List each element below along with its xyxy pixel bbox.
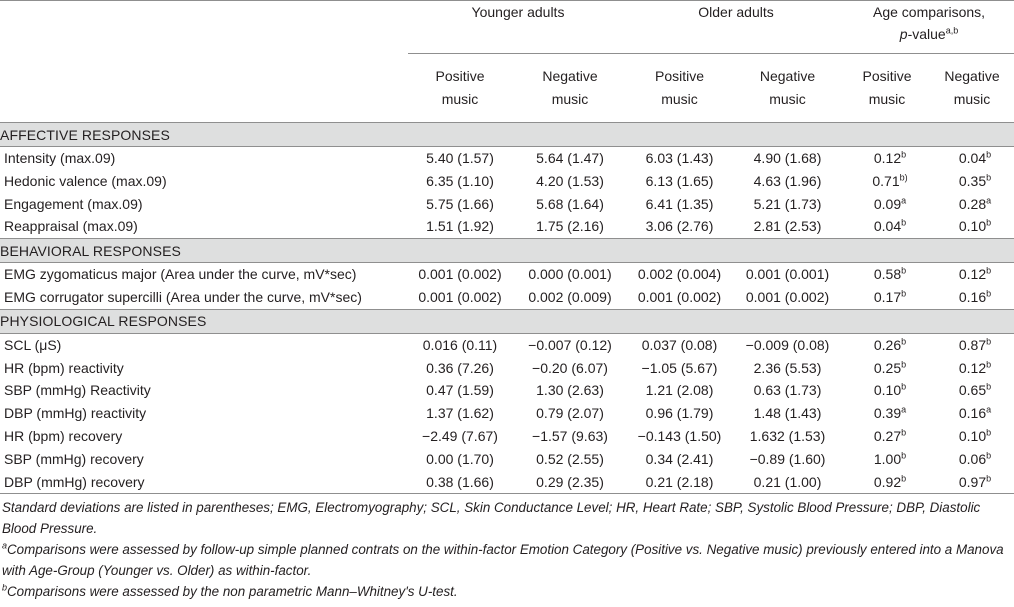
p-value-cell: 0.97$^b$ <box>930 471 1014 494</box>
header-col-younger-positive: Positive music <box>408 54 512 123</box>
p-value-cell: 0.12$^b$ <box>873 149 907 166</box>
p-value-cell: 0.04$^b$ <box>958 149 992 166</box>
value-cell: 5.68 (1.64) <box>536 195 604 212</box>
header-group-younger: Younger adults <box>471 4 565 20</box>
p-value-cell: 0.10$^b$ <box>873 381 907 399</box>
value-cell: 0.21 (2.18) <box>628 471 731 494</box>
row-label: SBP (mmHg) recovery <box>4 450 144 467</box>
value-cell: 0.00 (1.70) <box>426 450 494 467</box>
value-cell: 6.35 (1.10) <box>426 172 494 189</box>
p-value-cell: 0.39$^a$ <box>873 404 907 422</box>
value-cell: −1.05 (5.67) <box>641 359 718 376</box>
table-row <box>0 286 1014 309</box>
value-cell: 6.13 (1.65) <box>645 172 714 189</box>
section-header <box>0 239 1014 263</box>
value-cell: 0.79 (2.07) <box>536 405 604 422</box>
section-title: BEHAVIORAL RESPONSES <box>0 239 1014 263</box>
p-value-cell: 0.12$^b$ <box>958 265 992 283</box>
value-cell: 0.002 (0.004) <box>637 266 722 283</box>
value-cell: 1.37 (1.62) <box>426 405 494 422</box>
header-group-older: Older adults <box>698 4 774 20</box>
header-group-row <box>0 1 1014 54</box>
header-col-older-negative: Negative music <box>731 54 844 123</box>
row-label: Reappraisal (max.09) <box>4 218 138 235</box>
row-label: Intensity (max.09) <box>4 150 116 166</box>
p-value-cell: 0.27$^b$ <box>873 427 907 444</box>
table-row <box>0 425 1014 448</box>
p-value-cell: 0.26$^b$ <box>873 336 907 353</box>
table-row <box>0 147 1014 170</box>
section-header <box>0 123 1014 147</box>
row-label: EMG corrugator supercilli (Area under the curve, mV*sec) <box>4 288 362 305</box>
footnote-b: $^b$Comparisons were assessed by the non parametric Mann–Whitney's U-test. <box>2 582 458 599</box>
value-cell: 0.001 (0.002) <box>637 288 722 305</box>
value-cell: 1.30 (2.63) <box>536 382 604 399</box>
p-value-cell: 0.28$^a$ <box>958 194 992 212</box>
value-cell: 6.41 (1.35) <box>645 195 714 212</box>
value-cell: 0.001 (0.002) <box>418 288 502 305</box>
value-cell: 0.38 (1.66) <box>408 471 512 494</box>
row-label: Hedonic valence (max.09) <box>4 172 167 189</box>
value-cell: 5.21 (1.73) <box>753 195 822 212</box>
value-cell: 0.63 (1.73) <box>753 382 822 399</box>
row-label: DBP (mmHg) recovery <box>0 471 408 494</box>
value-cell: 0.96 (1.79) <box>645 405 714 422</box>
table-row <box>0 448 1014 471</box>
value-cell: 0.34 (2.41) <box>645 450 714 467</box>
row-label: HR (bpm) reactivity <box>4 359 124 376</box>
header-blank <box>0 54 408 123</box>
value-cell: −0.143 (1.50) <box>637 427 722 444</box>
p-value-cell: 0.06$^b$ <box>958 450 992 467</box>
p-value-cell: 0.10$^b$ <box>958 217 992 235</box>
value-cell: −0.89 (1.60) <box>749 450 826 467</box>
value-cell: 4.90 (1.68) <box>753 150 822 166</box>
value-cell: 0.001 (0.002) <box>745 288 830 305</box>
row-label: Engagement (max.09) <box>4 195 143 212</box>
value-cell: 6.03 (1.43) <box>645 150 714 166</box>
section-header <box>0 309 1014 333</box>
value-cell: 0.29 (2.35) <box>512 471 628 494</box>
header-group-age-comparisons: Age comparisons, p-value$^{a,b}$ <box>872 4 986 42</box>
value-cell: 1.48 (1.43) <box>753 405 822 422</box>
value-cell: 0.47 (1.59) <box>426 382 494 399</box>
row-label: DBP (mmHg) reactivity <box>4 405 147 422</box>
header-col-younger-negative: Negative music <box>512 54 628 123</box>
p-value-cell: 1.00$^b$ <box>873 450 907 467</box>
p-value-cell: 0.25$^b$ <box>873 358 907 376</box>
table-footnotes <box>2 498 1012 604</box>
p-value-cell: 0.12$^b$ <box>958 358 992 376</box>
value-cell: 5.75 (1.66) <box>426 195 494 212</box>
value-cell: 0.21 (1.00) <box>731 471 844 494</box>
p-value-cell: 0.10$^b$ <box>958 427 992 444</box>
value-cell: 1.51 (1.92) <box>426 218 494 235</box>
p-value-cell: 0.16$^a$ <box>958 404 992 422</box>
p-value-cell: 0.17$^b$ <box>873 288 907 305</box>
row-label: EMG zygomaticus major (Area under the curve, mV*sec) <box>4 266 357 283</box>
header-col-older-positive: Positive music <box>628 54 731 123</box>
p-value-cell: 0.71$^{b)}$ <box>872 172 908 189</box>
section-title: AFFECTIVE RESPONSES <box>0 123 1014 147</box>
table-row <box>0 402 1014 425</box>
value-cell: 0.002 (0.009) <box>528 288 612 305</box>
p-value-cell: 0.35$^b$ <box>958 172 992 189</box>
p-value-cell: 0.09$^a$ <box>873 194 907 212</box>
p-value-cell: 0.92$^b$ <box>844 471 930 494</box>
value-cell: 0.52 (2.55) <box>536 450 604 467</box>
header-col-p-negative: Negative music <box>930 54 1014 123</box>
table-row <box>0 215 1014 238</box>
value-cell: 5.64 (1.47) <box>536 150 604 166</box>
table-row <box>0 471 1014 494</box>
value-cell: 0.016 (0.11) <box>422 336 498 353</box>
row-label: HR (bpm) recovery <box>4 427 123 444</box>
table-row <box>0 333 1014 356</box>
p-value-cell: 0.87$^b$ <box>958 336 992 353</box>
table-row <box>0 357 1014 380</box>
footnote-abbreviations: Standard deviations are listed in parentheses; EMG, Electromyography; SCL, Skin Conductance Level; HR, Heart Rate; SBP, Systolic Blood Pressure; DBP, Diastolic Blood Pressure. <box>2 500 981 536</box>
header-col-p-positive: Positive music <box>844 54 930 123</box>
header-blank <box>0 1 408 54</box>
row-label: SCL (μS) <box>4 336 62 353</box>
row-label: SBP (mmHg) Reactivity <box>4 382 151 399</box>
value-cell: 0.000 (0.001) <box>528 266 612 283</box>
table-row <box>0 263 1014 286</box>
footnote-a: $^a$Comparisons were assessed by follow-up simple planned contrats on the within-factor Emotion Category (Positive vs. Negative music) previously entered into a Manova with Age-Group (Younger vs. Older) as within-factor. <box>2 540 1004 578</box>
value-cell: 1.75 (2.16) <box>536 218 604 235</box>
p-value-cell: 0.65$^b$ <box>958 381 992 399</box>
value-cell: 5.40 (1.57) <box>426 150 494 166</box>
table-row <box>0 170 1014 193</box>
value-cell: 0.037 (0.08) <box>641 336 718 353</box>
value-cell: 1.632 (1.53) <box>749 427 826 444</box>
value-cell: −0.009 (0.08) <box>745 336 830 353</box>
table-row <box>0 379 1014 402</box>
value-cell: −1.57 (9.63) <box>532 427 608 444</box>
value-cell: 1.21 (2.08) <box>645 382 714 399</box>
value-cell: 4.63 (1.96) <box>753 172 822 189</box>
value-cell: −0.007 (0.12) <box>528 336 612 353</box>
p-value-cell: 0.58$^b$ <box>873 265 907 283</box>
value-cell: 0.001 (0.001) <box>745 266 830 283</box>
p-value-cell: 0.16$^b$ <box>958 288 992 305</box>
p-value-cell: 0.04$^b$ <box>873 217 907 235</box>
value-cell: −0.20 (6.07) <box>532 359 608 376</box>
value-cell: 3.06 (2.76) <box>645 218 714 235</box>
table-row <box>0 193 1014 216</box>
value-cell: 4.20 (1.53) <box>536 172 604 189</box>
value-cell: 2.36 (5.53) <box>753 359 822 376</box>
value-cell: −2.49 (7.67) <box>422 427 498 444</box>
value-cell: 0.001 (0.002) <box>418 266 502 283</box>
value-cell: 2.81 (2.53) <box>753 218 822 235</box>
value-cell: 0.36 (7.26) <box>426 359 494 376</box>
section-title: PHYSIOLOGICAL RESPONSES <box>0 309 1014 333</box>
header-column-row <box>0 54 1014 123</box>
